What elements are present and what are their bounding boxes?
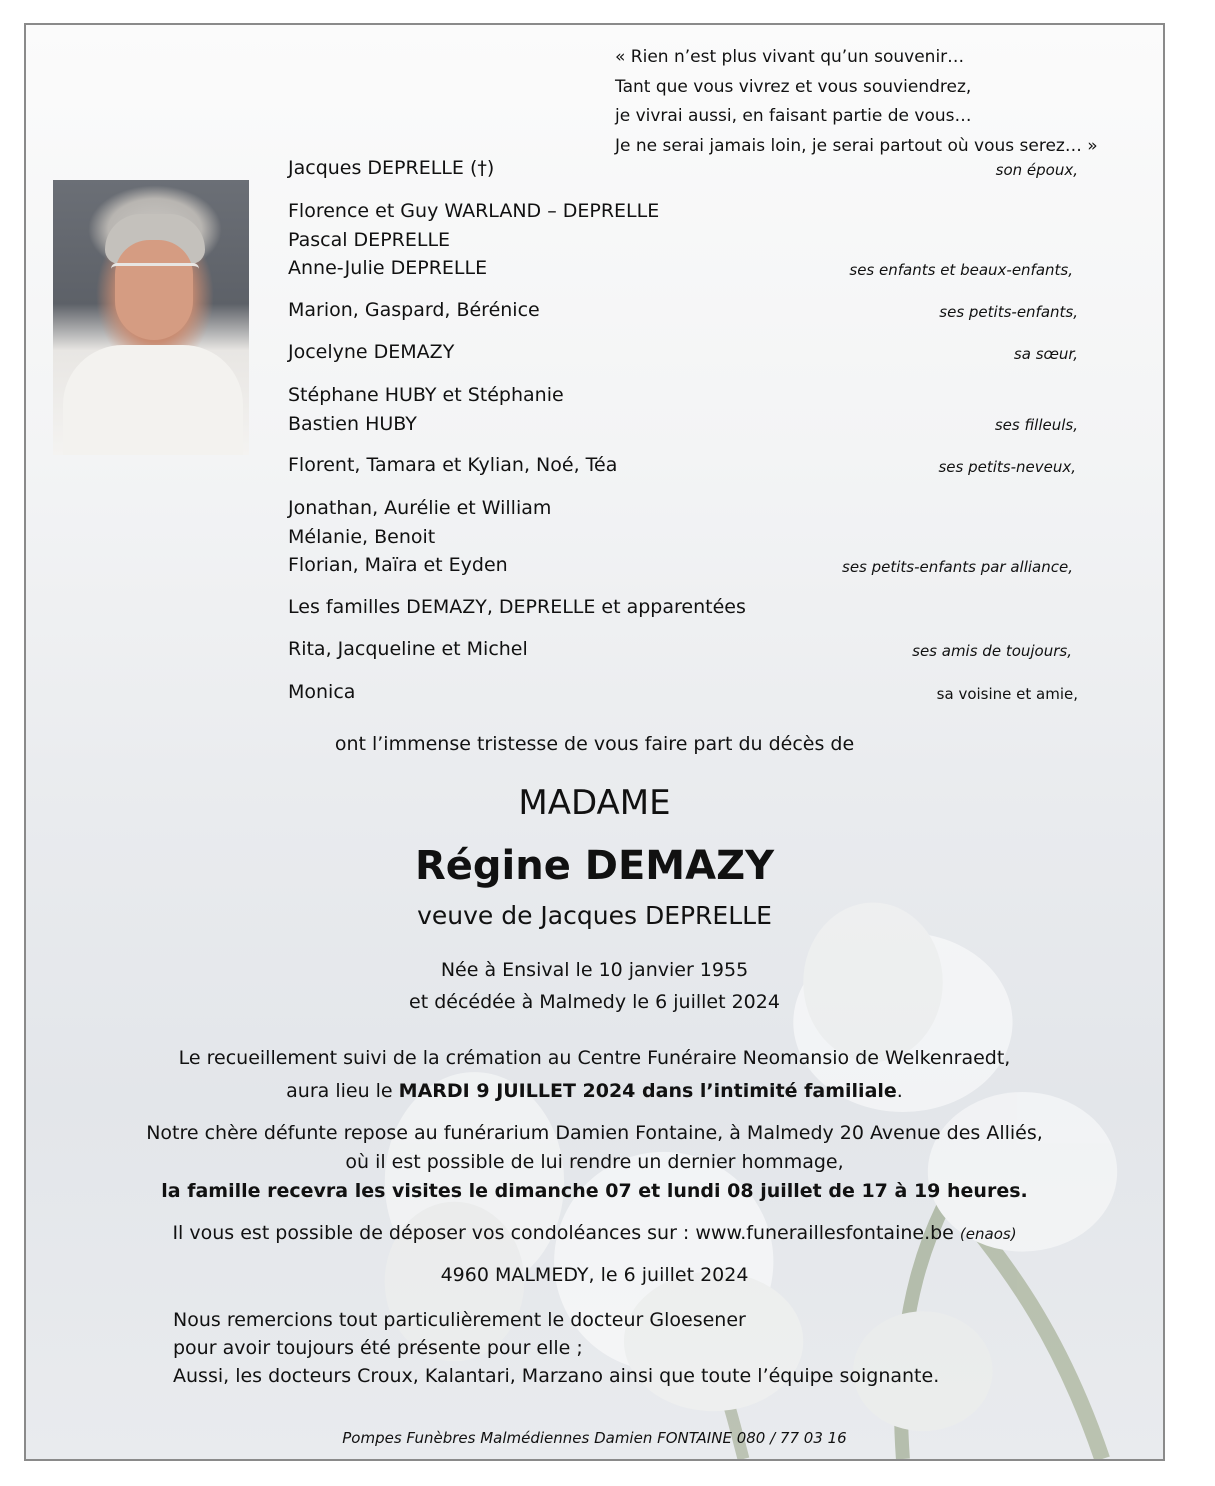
quote-line: Je ne serai jamais loin, je serai partout où vous serez… » [615, 135, 1098, 156]
memorial-quote [615, 43, 1135, 161]
family-entry [288, 451, 1078, 480]
family-role: ses filleuls, [994, 416, 1078, 434]
family-role: son époux, [995, 161, 1078, 179]
family-role: ses petits-neveux, [938, 458, 1076, 476]
family-name: Mélanie, Benoit [288, 525, 436, 548]
quote-line: je vivrai aussi, en faisant partie de vous… [615, 106, 972, 126]
family-entry [288, 593, 1078, 622]
family-role: ses petits-enfants par alliance, [842, 558, 1073, 576]
thanks-paragraph [173, 1306, 939, 1390]
family-role: ses petits-enfants, [939, 303, 1078, 321]
ceremony-suffix: . [896, 1080, 903, 1102]
visitation-line-1: Notre chère défunte repose au funérarium Damien Fontaine, à Malmedy 20 Avenue des Alliés, [146, 1122, 1043, 1144]
family-entry [288, 197, 1078, 283]
family-name: Pascal DEPRELLE [288, 228, 451, 251]
family-entry [288, 338, 1078, 367]
thanks-line: Nous remercions tout particulièrement le docteur Gloesener [173, 1309, 746, 1331]
family-entry [288, 635, 1078, 664]
thanks-line: Aussi, les docteurs Croux, Kalantari, Marzano ainsi que toute l’équipe soignante. [173, 1365, 940, 1387]
family-role: sa voisine et amie, [936, 685, 1078, 703]
family-name: Stéphane HUBY et Stéphanie [288, 384, 564, 406]
visitation-hours: la famille recevra les visites le dimanche 07 et lundi 08 juillet de 17 à 19 heures. [161, 1180, 1028, 1202]
widow-of-text: veuve de Jacques DEPRELLE [417, 901, 772, 930]
condolences-text: Il vous est possible de déposer vos condoléances sur : www.funeraillesfontaine.be [172, 1222, 954, 1244]
family-name: Jacques DEPRELLE (†) [288, 157, 495, 179]
condolences-line [26, 1222, 1163, 1244]
ceremony-date: MARDI 9 JUILLET 2024 dans l’intimité familiale [398, 1080, 897, 1102]
family-name: Monica [288, 681, 356, 703]
family-role: ses enfants et beaux-enfants, [849, 261, 1073, 279]
family-name: Bastien HUBY [288, 412, 417, 435]
family-entry [288, 381, 1078, 438]
obituary-card [24, 23, 1165, 1461]
family-entry [288, 678, 1078, 707]
family-entry [288, 296, 1078, 325]
ceremony-prefix: aura lieu le [286, 1080, 399, 1102]
thanks-line: pour avoir toujours été présente pour elle ; [173, 1337, 583, 1359]
ceremony-line-2 [26, 1080, 1163, 1102]
family-name: Les familles DEMAZY, DEPRELLE et apparentées [288, 596, 746, 618]
birth-info: Née à Ensival le 10 janvier 1955 [440, 959, 749, 981]
condolences-note: (enaos) [959, 1225, 1017, 1243]
family-role: sa sœur, [1013, 345, 1078, 363]
funeral-home-footer: Pompes Funèbres Malmédiennes Damien FONTAINE 080 / 77 03 16 [342, 1429, 847, 1447]
family-name: Florent, Tamara et Kylian, Noé, Téa [288, 454, 618, 476]
portrait-photo [53, 180, 249, 455]
deceased-name: Régine DEMAZY [414, 843, 775, 889]
family-name: Rita, Jacqueline et Michel [288, 638, 528, 660]
announcement-text: ont l’immense tristesse de vous faire part du décès de [334, 733, 855, 755]
death-info: et décédée à Malmedy le 6 juillet 2024 [409, 991, 780, 1013]
family-name: Marion, Gaspard, Bérénice [288, 299, 540, 321]
honorific-title: MADAME [518, 783, 671, 823]
family-name: Florian, Maïra et Eyden [288, 554, 508, 576]
quote-line: Tant que vous vivrez et vous souviendrez, [615, 76, 972, 97]
family-entry [288, 154, 1078, 183]
family-name: Florence et Guy WARLAND – DEPRELLE [288, 200, 660, 222]
family-entry [288, 494, 1078, 580]
visitation-line-2: où il est possible de lui rendre un dernier hommage, [345, 1151, 844, 1173]
family-name: Anne-Julie DEPRELLE [288, 257, 488, 279]
ceremony-line-1: Le recueillement suivi de la crémation au Centre Funéraire Neomansio de Welkenraedt, [178, 1047, 1011, 1069]
family-name: Jonathan, Aurélie et William [288, 497, 552, 519]
family-name: Jocelyne DEMAZY [288, 341, 455, 363]
quote-line: « Rien n’est plus vivant qu’un souvenir… [615, 47, 965, 67]
place-date: 4960 MALMEDY, le 6 juillet 2024 [440, 1264, 749, 1286]
family-role: ses amis de toujours, [912, 642, 1072, 660]
